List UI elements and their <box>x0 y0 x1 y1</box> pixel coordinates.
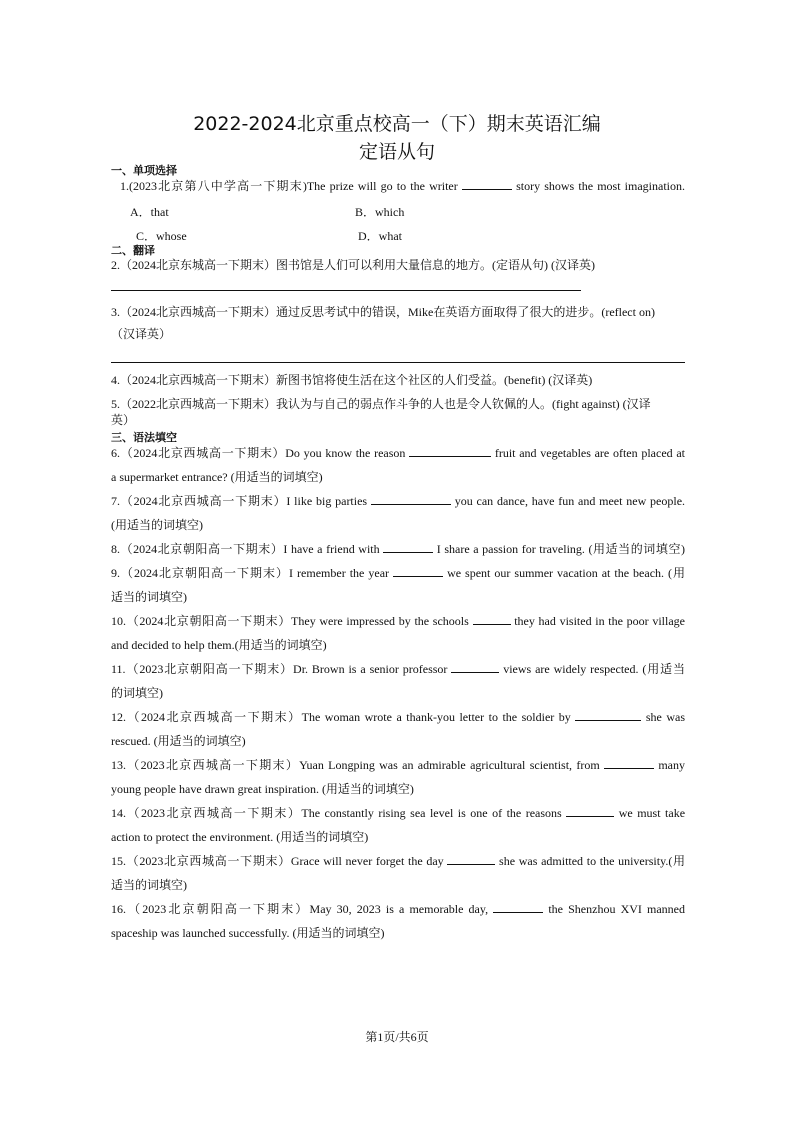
question-text: views are widely respected. (用适当 <box>503 662 686 676</box>
question-text: we must take <box>618 806 686 820</box>
question-text: they had visited in the poor village <box>514 614 686 628</box>
answer-blank <box>575 710 641 721</box>
answer-line <box>111 290 581 291</box>
question-text: I share a passion for traveling. (用适当的词填空) <box>436 542 686 556</box>
question-text: 8.（2024北京朝阳高一下期末）I have a friend with <box>111 542 380 556</box>
question-text: 16.（2023北京朝阳高一下期末）May 30, 2023 is a memorable day, <box>111 902 489 916</box>
question-text: we spent our summer vacation at the beach. (用 <box>447 566 686 580</box>
question-1 <box>120 179 685 193</box>
question-15 <box>111 854 685 868</box>
question-9-continued: 适当的词填空) <box>111 590 187 604</box>
option-c: C．whose <box>136 229 187 243</box>
question-text: 15.（2023北京西城高一下期末）Grace will never forget the day <box>111 854 444 868</box>
question-text: 13.（2023北京西城高一下期末）Yuan Longping was an admirable agricultural scientist, from <box>111 758 600 772</box>
question-4: 4.（2024北京西城高一下期末）新图书馆将使生活在这个社区的人们受益。(benefit) (汉译英) <box>111 373 593 387</box>
answer-line <box>111 362 685 363</box>
question-text: you can dance, have fun and meet new people. <box>454 494 686 508</box>
question-text: 7.（2024北京西城高一下期末）I like big parties <box>111 494 368 508</box>
question-13-continued: young people have drawn great inspiration. (用适当的词填空) <box>111 782 414 796</box>
page-number: 第1页/共6页 <box>365 1030 429 1044</box>
question-13 <box>111 758 685 772</box>
question-6 <box>111 446 685 460</box>
option-b: B．which <box>355 205 405 219</box>
question-text: 6.（2024北京西城高一下期末）Do you know the reason <box>111 446 406 460</box>
question-15-continued: 适当的词填空) <box>111 878 187 892</box>
answer-blank <box>447 854 495 865</box>
question-text: 11.（2023北京朝阳高一下期末）Dr. Brown is a senior professor <box>111 662 448 676</box>
question-3-continued: （汉译英） <box>111 327 172 341</box>
question-5-continued: 英） <box>111 413 136 427</box>
question-text: 10.（2024北京朝阳高一下期末）They were impressed by the schools <box>111 614 469 628</box>
question-text: she was <box>645 710 686 724</box>
question-text: fruit and vegetables are often placed at <box>494 446 686 460</box>
question-8 <box>111 542 685 556</box>
question-10-continued: and decided to help them.(用适当的词填空) <box>111 638 327 652</box>
question-7 <box>111 494 685 508</box>
section-heading-single-choice: 一、单项选择 <box>111 164 177 177</box>
answer-blank <box>451 662 499 673</box>
question-12 <box>111 710 685 724</box>
section-heading-grammar-fill: 三、语法填空 <box>111 431 177 444</box>
question-16-continued: spaceship was launched successfully. (用适当的词填空) <box>111 926 385 940</box>
question-6-continued: a supermarket entrance? (用适当的词填空) <box>111 470 323 484</box>
answer-blank <box>409 446 491 457</box>
answer-blank <box>473 614 511 625</box>
question-text: 12.（2024北京西城高一下期末）The woman wrote a thank-you letter to the soldier by <box>111 710 571 724</box>
question-14 <box>111 806 685 820</box>
question-11-continued: 的词填空) <box>111 686 163 700</box>
question-text: story shows the most imagination. <box>516 179 686 193</box>
option-d: D．what <box>358 229 402 243</box>
answer-blank <box>493 902 543 913</box>
question-text: 9.（2024北京朝阳高一下期末）I remember the year <box>111 566 390 580</box>
question-11 <box>111 662 685 676</box>
option-a: A．that <box>130 205 169 219</box>
question-3: 3.（2024北京西城高一下期末）通过反思考试中的错误，Mike在英语方面取得了很大的进步。(reflect on) <box>111 305 655 319</box>
question-text: 14.（2023北京西城高一下期末）The constantly rising sea level is one of the reasons <box>111 806 562 820</box>
question-10 <box>111 614 685 628</box>
question-7-continued: (用适当的词填空) <box>111 518 203 532</box>
section-heading-translation: 二、翻译 <box>111 244 155 257</box>
question-5: 5.（2022北京西城高一下期末）我认为与自己的弱点作斗争的人也是令人钦佩的人。(fight against) (汉译 <box>111 397 651 411</box>
question-text: 1.(2023北京第八中学高一下期末)The prize will go to the writer <box>120 179 458 193</box>
question-text: the Shenzhou XVI manned <box>548 902 685 916</box>
answer-blank <box>383 542 433 553</box>
answer-blank <box>462 179 512 190</box>
question-12-continued: rescued. (用适当的词填空) <box>111 734 246 748</box>
question-9 <box>111 566 685 580</box>
answer-blank <box>371 494 451 505</box>
document-subtitle: 定语从句 <box>358 141 435 163</box>
question-text: many <box>658 758 686 772</box>
answer-blank <box>604 758 654 769</box>
answer-blank <box>566 806 614 817</box>
question-text: she was admitted to the university.(用 <box>499 854 685 868</box>
question-2: 2.（2024北京东城高一下期末）图书馆是人们可以利用大量信息的地方。(定语从句) (汉译英) <box>111 258 595 272</box>
answer-blank <box>393 566 443 577</box>
document-title: 2022-2024北京重点校高一（下）期末英语汇编 <box>193 113 601 135</box>
question-14-continued: action to protect the environment. (用适当的词填空) <box>111 830 369 844</box>
question-16 <box>111 902 685 916</box>
